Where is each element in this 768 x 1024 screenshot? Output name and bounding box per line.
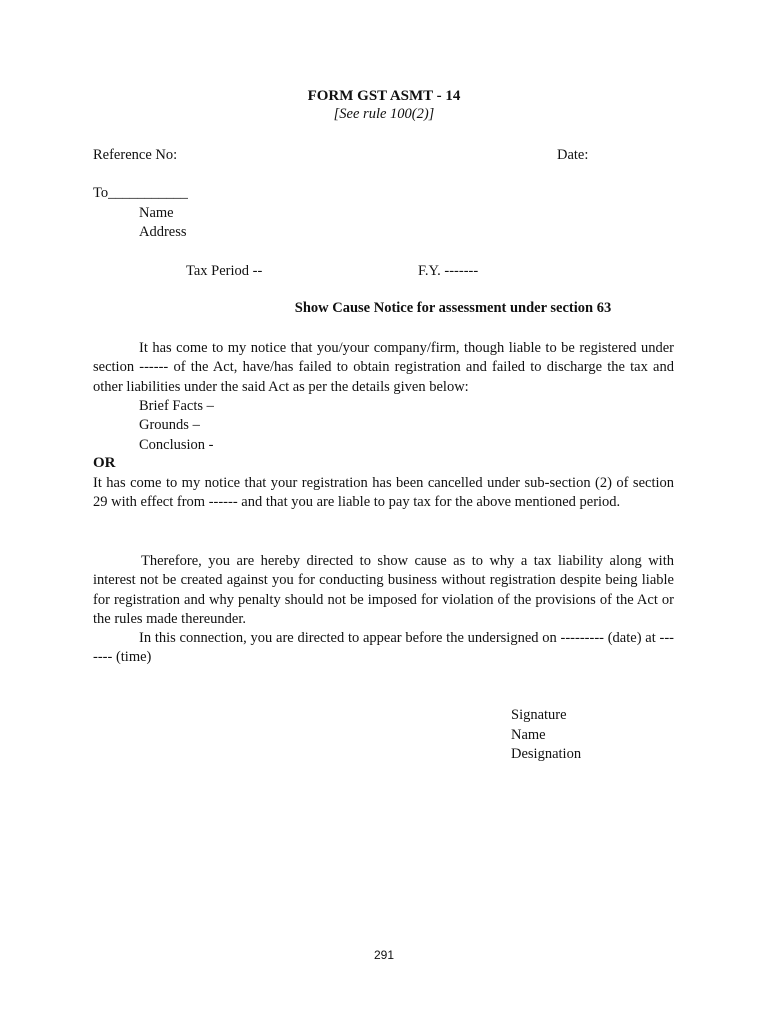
notice-paragraph-registration: It has come to my notice that you/your company/firm, though liable to be registered under section ------ of the Act, have/has failed to obtain registration and failed to discharge the tax and other liabilities under the said Act as per the details given below:	[93, 340, 674, 395]
addressee-address: Address	[139, 224, 187, 240]
addressee-name: Name	[139, 205, 174, 221]
financial-year: F.Y. -------	[418, 263, 479, 279]
form-title: FORM GST ASMT - 14	[307, 88, 461, 104]
signature-label: Signature	[511, 707, 567, 723]
tax-period: Tax Period --	[186, 263, 263, 279]
or-separator: OR	[93, 455, 116, 471]
addressee-to-line: To___________	[93, 185, 188, 201]
grounds-label: Grounds –	[139, 417, 200, 433]
designation-label: Designation	[511, 746, 582, 762]
reference-number-label: Reference No:	[93, 147, 178, 163]
page-number: 291	[373, 948, 395, 962]
conclusion-label: Conclusion -	[139, 437, 214, 453]
notice-heading: Show Cause Notice for assessment under section 63	[294, 300, 612, 316]
notice-paragraph-show-cause: Therefore, you are hereby directed to show cause as to why a tax liability along with interest not be created against you for conducting business without registration despite being liable for registration and why penalty should not be imposed for violation of the provisions of the Act or the rules made thereunder.	[93, 553, 674, 628]
form-rule-reference: [See rule 100(2)]	[333, 106, 435, 122]
date-label: Date:	[557, 147, 589, 163]
brief-facts-label: Brief Facts –	[139, 398, 214, 414]
notice-paragraph-cancellation: It has come to my notice that your registration has been cancelled under sub-section (2) of section 29 with effect from ------ and that you are liable to pay tax for the above mentioned period.	[93, 475, 674, 511]
notice-paragraph-appearance: In this connection, you are directed to appear before the undersigned on --------- (date) at ------- (time)	[93, 630, 674, 666]
signatory-name-label: Name	[511, 727, 546, 743]
